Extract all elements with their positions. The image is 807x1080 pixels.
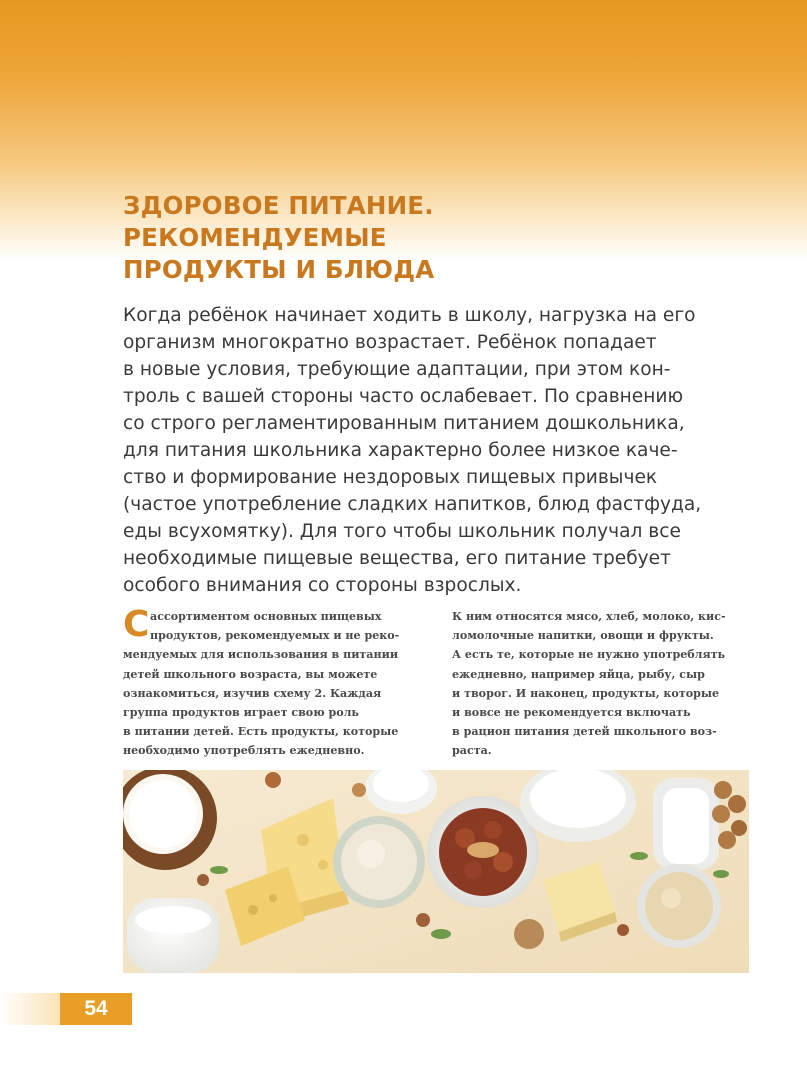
milk-jug <box>127 898 219 973</box>
body-line: А есть те, которые не нужно употреблять <box>452 648 726 662</box>
lead-paragraph <box>123 302 763 599</box>
rice-bowl <box>333 816 425 908</box>
body-line: детей школьного возраста, вы можете <box>123 667 378 681</box>
body-line: и творог. И наконец, продукты, которые <box>452 686 720 700</box>
body-line: раста. <box>452 744 492 758</box>
lead-line: со строго регламентированным питанием дошкольника, <box>123 413 685 434</box>
lead-line: необходимые пищевые вещества, его питание требует <box>123 548 671 569</box>
body-line: ломолочные напитки, овощи и фрукты. <box>452 629 714 643</box>
milk-bottle <box>653 778 719 870</box>
body-line: мендуемых для использования в питании <box>123 648 399 662</box>
lead-line: Когда ребёнок начинает ходить в школу, нагрузка на его <box>123 305 696 326</box>
body-line: группа продуктов играет свою роль <box>123 706 359 720</box>
title-line: ПРОДУКТЫ И БЛЮДА <box>123 255 435 284</box>
oats-bowl <box>637 864 721 948</box>
lead-line: организм многократно возрастает. Ребёнок попадает <box>123 332 657 353</box>
food-photo <box>123 770 749 973</box>
page-tab-fade <box>0 993 60 1025</box>
page-number: 54 <box>60 993 132 1025</box>
lead-line: ство и формирование нездоровых пищевых привычек <box>123 467 658 488</box>
drop-cap: С <box>123 604 150 645</box>
body-line: в питании детей. Есть продукты, которые <box>123 725 399 739</box>
lead-line: особого внимания со стороны взрослых. <box>123 575 522 596</box>
lead-line: в новые условия, требующие адаптации, при этом кон- <box>123 359 671 380</box>
lead-line: еды всухомятку). Для того чтобы школьник получал все <box>123 521 681 542</box>
lead-line: троль с вашей стороны часто ослабевает. По сравнению <box>123 386 684 407</box>
body-line: ежедневно, например яйца, рыбу, сыр <box>452 667 705 681</box>
body-line: и вовсе не рекомендуется включать <box>452 706 691 720</box>
body-column-left <box>123 604 421 761</box>
body-column-right <box>452 607 750 761</box>
lead-line: для питания школьника характерно более низкое каче- <box>123 440 678 461</box>
body-line: К ним относятся мясо, хлеб, молоко, кис- <box>452 610 726 623</box>
body-line: ознакомиться, изучив схему 2. Каждая <box>123 686 382 700</box>
body-line: в рацион питания детей школьного воз- <box>452 725 717 739</box>
lead-line: (частое употребление сладких напитков, блюд фастфуда, <box>123 494 702 515</box>
body-line: продуктов, рекомендуемых и не реко- <box>150 629 400 643</box>
title-line: ЗДОРОВОЕ ПИТАНИЕ. <box>123 191 434 220</box>
page-title <box>123 190 723 286</box>
body-line: необходимо употреблять ежедневно. <box>123 744 365 758</box>
title-line: РЕКОМЕНДУЕМЫЕ <box>123 223 387 252</box>
body-line: ассортиментом основных пищевых <box>150 610 382 623</box>
